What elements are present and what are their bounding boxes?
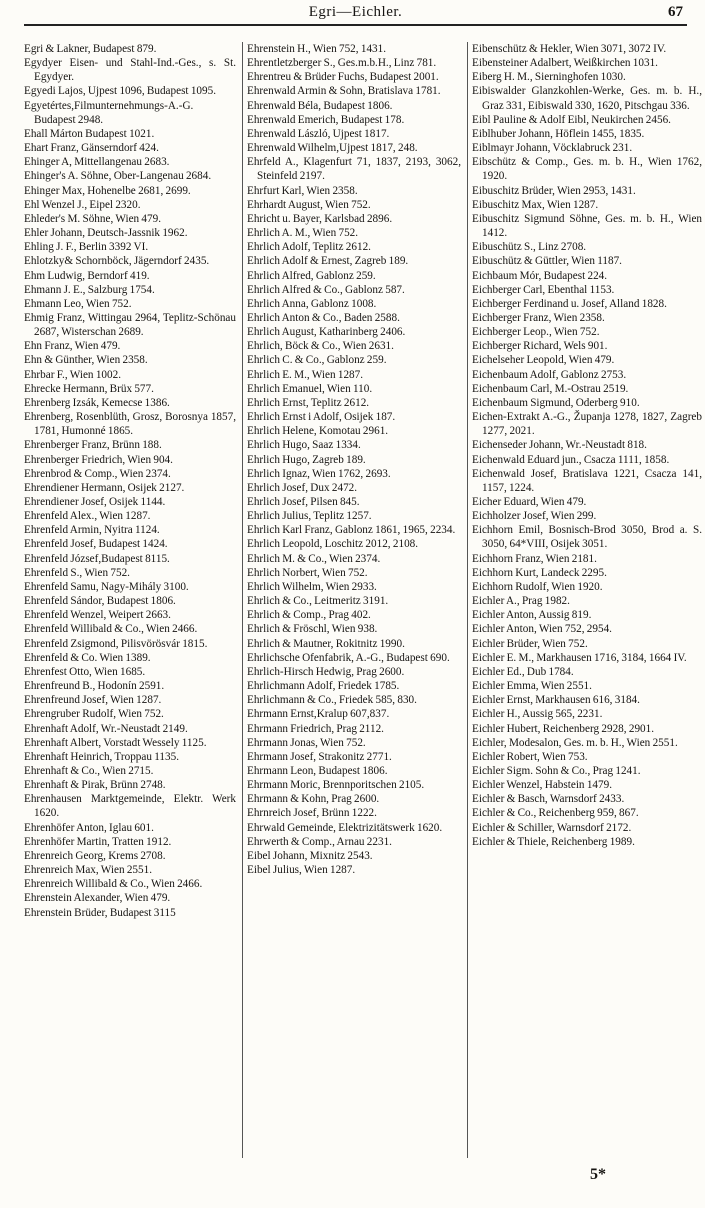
directory-entry: Eibl Pauline & Adolf Eibl, Neukirchen 2456. [472, 113, 671, 126]
directory-entry: Eibel Julius, Wien 1287. [247, 864, 356, 877]
directory-entry: Ehrenstein Brüder, Budapest 3115 [24, 906, 176, 919]
directory-entry: Ehrlich Ernst, Teplitz 2612. [247, 396, 370, 409]
directory-entry: Ehrenhöfer Anton, Iglau 601. [24, 821, 154, 834]
directory-entry: Eichhorn Franz, Wien 2181. [472, 552, 597, 565]
directory-entry: Ehmann Leo, Wien 752. [24, 297, 132, 310]
directory-entry: Ehrlich Hugo, Saaz 1334. [247, 439, 361, 452]
directory-entry: Ehrmann Jonas, Wien 752. [247, 736, 366, 749]
directory-entry: Eichler Ernst, Markhausen 616, 3184. [472, 694, 640, 707]
directory-entry: Ehrlich Anna, Gablonz 1008. [247, 297, 377, 310]
directory-entry: Eibenschütz & Hekler, Wien 3071, 3072 IV. [472, 43, 667, 55]
directory-entry: Ehrenstein Alexander, Wien 479. [24, 892, 171, 905]
directory-entry: Ehmann J. E., Salzburg 1754. [24, 283, 155, 296]
directory-entry: Ehmig Franz, Wittingau 2964, Teplitz-Schönau 2687, Wisterschan 2689. [24, 311, 236, 339]
directory-entry: Ehrlich Anton & Co., Baden 2588. [247, 311, 400, 324]
directory-entry: Ehrenstein H., Wien 752, 1431. [247, 43, 387, 55]
directory-entry: Eichler Wenzel, Habstein 1479. [472, 779, 612, 792]
directory-entry: Ehrwald Gemeinde, Elektrizitätswerk 1620. [247, 821, 443, 834]
directory-entry: Eiblhuber Johann, Höflein 1455, 1835. [472, 127, 645, 140]
directory-entry: Ehrenbrod & Comp., Wien 2374. [24, 467, 171, 480]
directory-entry: Eichberger Carl, Ebenthal 1153. [472, 283, 615, 296]
directory-entry: Eichberger Richard, Wels 901. [472, 340, 608, 353]
directory-entry: Eichen-Extrakt A.-G., Županja 1278, 1827, Zagreb 1277, 2021. [472, 411, 702, 438]
directory-entry: Eibuschitz Sigmund Söhne, Ges. m. b. H., Wien 1412. [472, 212, 702, 240]
directory-entry: Ehrlich Wilhelm, Wien 2933. [247, 580, 377, 593]
directory-entry: Ehrenhöfer Martin, Tratten 1912. [24, 835, 172, 848]
directory-entry: Eichler Brüder, Wien 752. [472, 637, 588, 650]
directory-entry: Ehrmann Josef, Strakonitz 2771. [247, 750, 392, 763]
directory-entry: Eibel Johann, Mixnitz 2543. [247, 849, 373, 862]
directory-entry: Ehart Franz, Gänserndorf 424. [24, 142, 159, 155]
directory-entry: Ehrlich & Fröschl, Wien 938. [247, 623, 378, 636]
directory-entry: Ehrlich, Böck & Co., Wien 2631. [247, 340, 394, 353]
directory-entry: Ehrenwald Armin & Sohn, Bratislava 1781. [247, 85, 441, 98]
directory-entry: Eichenbaum Carl, M.-Ostrau 2519. [472, 382, 629, 395]
directory-entry: Ehrenreich Georg, Krems 2708. [24, 849, 166, 862]
directory-entry: Ehrwerth & Comp., Arnau 2231. [247, 835, 392, 848]
directory-entry: Ehrenfeld S., Wien 752. [24, 566, 130, 579]
directory-entry: Ehrenfeld Wenzel, Weipert 2663. [24, 609, 171, 622]
directory-entry: Eichler Robert, Wien 753. [472, 750, 588, 763]
directory-entry: Eichler Ed., Dub 1784. [472, 665, 574, 678]
directory-entry: Ehrlich Adolf & Ernest, Zagreb 189. [247, 255, 409, 268]
directory-entry: Egydyer Eisen- und Stahl-Ind.-Ges., s. St. Egydyer. [24, 57, 236, 84]
directory-entry: Ehrlich Helene, Komotau 2961. [247, 425, 389, 438]
directory-entry: Eichhorn Rudolf, Wien 1920. [472, 580, 603, 593]
directory-entry: Ehrenfeld Sándor, Budapest 1806. [24, 595, 176, 608]
directory-entry: Ehrecke Hermann, Brüx 577. [24, 382, 154, 395]
directory-entry: Ehrentletzberger S., Ges.m.b.H., Linz 781. [247, 57, 437, 70]
directory-entry: Eibuschitz Max, Wien 1287. [472, 198, 599, 211]
directory-entry: Eichholzer Josef, Wien 299. [472, 510, 597, 523]
directory-entry: Ehrenfeld Alex., Wien 1287. [24, 510, 151, 523]
directory-entry: Ehrenfeld & Co. Wien 1389. [24, 651, 151, 664]
directory-entry: Eichenbaum Adolf, Gablonz 2753. [472, 368, 627, 381]
directory-entry: Ehrlich C. & Co., Gablonz 259. [247, 354, 387, 367]
directory-entry: Eichelseher Leopold, Wien 479. [472, 354, 615, 367]
directory-entry: Ehrenfeld Zsigmond, Pilisvörösvár 1815. [24, 637, 208, 650]
directory-entry: Ehrenfeld József,Budapest 8115. [24, 552, 170, 565]
directory-entry: Ehrenreich Max, Wien 2551. [24, 864, 153, 877]
directory-entry: Ehrenwald Béla, Budapest 1806. [247, 99, 393, 112]
directory-entry: Egyetértes,Filmunternehmungs-A.-G. Budapest 2948. [24, 99, 194, 126]
directory-entry: Eichhorn Emil, Bosnisch-Brod 3050, Brod a. S. 3050, 64*VIII, Osijek 3051. [472, 524, 702, 551]
directory-entry: Eichler A., Prag 1982. [472, 595, 570, 608]
column-2 [247, 42, 461, 1158]
directory-entry: Ehrenhaft & Pirak, Brünn 2748. [24, 779, 166, 792]
directory-entry: Ehrenwald Emerich, Budapest 178. [247, 113, 405, 126]
directory-entry: Ehrmann Moric, Brennporitschen 2105. [247, 779, 425, 792]
directory-entry: Ehrlich Ignaz, Wien 1762, 2693. [247, 467, 391, 480]
directory-entry: Ehrenhausen Marktgemeinde, Elektr. Werk 1620. [24, 793, 236, 820]
directory-entry: Eichler & Basch, Warnsdorf 2433. [472, 793, 625, 806]
directory-entry: Ehrbar F., Wien 1002. [24, 368, 121, 381]
directory-entry: Eichbaum Mór, Budapest 224. [472, 269, 608, 282]
directory-entry: Eichberger Leop., Wien 752. [472, 326, 600, 339]
directory-entry: Eibuschütz & Güttler, Wien 1187. [472, 255, 622, 268]
directory-entry: Eichler Anton, Wien 752, 2954. [472, 623, 612, 636]
directory-entry: Egyedi Lajos, Ujpest 1096, Budapest 1095. [24, 85, 217, 98]
directory-entry: Eichberger Franz, Wien 2358. [472, 311, 605, 324]
header-title: Egri—Eichler. [308, 4, 403, 20]
directory-entry: Ehl Wenzel J., Eipel 2320. [24, 198, 141, 211]
directory-entry: Ehrenfest Otto, Wien 1685. [24, 665, 146, 678]
directory-entry: Eichler E. M., Markhausen 1716, 3184, 1664 IV. [472, 651, 687, 664]
directory-entry: Eichhorn Kurt, Landeck 2295. [472, 566, 607, 579]
directory-entry: Ehrlich-Hirsch Hedwig, Prag 2600. [247, 665, 405, 678]
directory-entry: Ehrendiener Josef, Osijek 1144. [24, 496, 166, 508]
directory-entry: Ehrentreu & Brüder Fuchs, Budapest 2001. [247, 71, 439, 84]
column-1 [24, 42, 236, 1158]
running-header [24, 4, 687, 26]
directory-entry: Eibensteiner Adalbert, Weißkirchen 1031. [472, 57, 658, 70]
directory-entry: Ehrlich Alfred, Gablonz 259. [247, 269, 376, 282]
directory-entry: Ehrenberger Franz, Brünn 188. [24, 439, 162, 452]
directory-entry: Eichberger Ferdinand u. Josef, Alland 1828. [472, 297, 667, 310]
directory-entry: Ehrenfeld Willibald & Co., Wien 2466. [24, 623, 198, 636]
directory-entry: Eichler & Thiele, Reichenberg 1989. [472, 835, 635, 848]
directory-entry: Eibiswalder Glanzkohlen-Werke, Ges. m. b. H., Graz 331, Eibiswald 330, 1620, Pitschgau 336. [472, 85, 702, 112]
directory-entry: Ehrlich Emanuel, Wien 110. [247, 382, 373, 395]
directory-entry: Ehrmann Ernst,Kralup 607,837. [247, 708, 390, 721]
directory-entry: Eichenwald Eduard jun., Csacza 1111, 1858. [472, 453, 670, 466]
directory-entry: Ehrenhaft Albert, Vorstadt Wessely 1125. [24, 736, 207, 749]
directory-entry: Ehrenwald Wilhelm,Ujpest 1817, 248. [247, 142, 418, 155]
directory-entry: Ehrmann Friedrich, Prag 2112. [247, 722, 384, 735]
directory-entry: Eibuschitz Brüder, Wien 2953, 1431. [472, 184, 636, 197]
directory-entry: Ehrendiener Hermann, Osijek 2127. [24, 481, 185, 494]
directory-entry: Ehrenhaft Heinrich, Troppau 1135. [24, 750, 179, 763]
directory-entry: Eichler Sigm. Sohn & Co., Prag 1241. [472, 764, 641, 777]
directory-entry: Ehrlich Julius, Teplitz 1257. [247, 510, 372, 523]
directory-entry: Ehrlichsche Ofenfabrik, A.-G., Budapest 690. [247, 651, 450, 664]
directory-entry: Ehrenfreund Josef, Wien 1287. [24, 694, 162, 707]
directory-entry: Ehrenhaft & Co., Wien 2715. [24, 764, 154, 777]
directory-entry: Ehinger Max, Hohenelbe 2681, 2699. [24, 184, 191, 197]
directory-entry: Ehrenfreund B., Hodonín 2591. [24, 680, 165, 693]
directory-entry: Ehn Franz, Wien 479. [24, 340, 121, 353]
directory-entry: Eichenwald Josef, Bratislava 1221, Csacza 141, 1157, 1224. [472, 467, 702, 494]
directory-entry: Eichler Emma, Wien 2551. [472, 680, 592, 693]
directory-entry: Ehn & Günther, Wien 2358. [24, 354, 148, 367]
directory-entry: Ehrlich Josef, Dux 2472. [247, 481, 358, 494]
directory-entry: Ehrfurt Karl, Wien 2358. [247, 184, 358, 197]
directory-entry: Ehrmann Leon, Budapest 1806. [247, 764, 388, 777]
directory-entry: Ehrlich & Comp., Prag 402. [247, 609, 371, 622]
directory-entry: Ehrlich Karl Franz, Gablonz 1861, 1965, 2234. [247, 524, 456, 537]
directory-entry: Eichler, Modesalon, Ges. m. b. H., Wien 2551. [472, 736, 678, 749]
directory-entry: Ehrlich Adolf, Teplitz 2612. [247, 241, 371, 254]
directory-entry: Ehrengruber Rudolf, Wien 752. [24, 708, 164, 721]
directory-entry: Ehrlich & Co., Leitmeritz 3191. [247, 595, 389, 608]
directory-entry: Eibuschütz S., Linz 2708. [472, 241, 587, 254]
directory-columns [24, 42, 705, 1158]
directory-entry: Ehrlich & Mautner, Rokitnitz 1990. [247, 637, 405, 650]
directory-entry: Eichler & Schiller, Warnsdorf 2172. [472, 821, 632, 834]
directory-entry: Ehrenwald László, Ujpest 1817. [247, 127, 390, 140]
directory-entry: Eichenbaum Sigmund, Oderberg 910. [472, 396, 640, 409]
directory-entry: Ehling J. F., Berlin 3392 VI. [24, 241, 149, 254]
directory-entry: Ehrlichmann & Co., Friedek 585, 830. [247, 694, 417, 707]
directory-entry: Eiblmayr Johann, Vöcklabruck 231. [472, 142, 633, 155]
directory-entry: Ehleder's M. Söhne, Wien 479. [24, 212, 162, 225]
directory-entry: Ehrhardt August, Wien 752. [247, 198, 371, 211]
directory-entry: Eichler Anton, Aussig 819. [472, 609, 592, 622]
directory-entry: Ehrlich Norbert, Wien 752. [247, 566, 368, 579]
directory-entry: Ehrenberg, Rosenblüth, Grosz, Borosnya 1857, 1781, Humonné 1865. [24, 411, 236, 438]
signature-mark: 5* [590, 1166, 606, 1183]
directory-entry: Ehrnreich Josef, Brünn 1222. [247, 807, 377, 820]
column-3 [472, 42, 702, 1158]
directory-entry: Eiberg H. M., Sierninghofen 1030. [472, 71, 626, 84]
directory-entry: Egri & Lakner, Budapest 879. [24, 43, 157, 55]
directory-entry: Ehrlich Alfred & Co., Gablonz 587. [247, 283, 405, 296]
directory-entry: Ehinger's A. Söhne, Ober-Langenau 2684. [24, 170, 212, 183]
directory-entry: Ehricht u. Bayer, Karlsbad 2896. [247, 212, 393, 225]
directory-entry: Ehinger A, Mittellangenau 2683. [24, 156, 170, 169]
directory-entry: Ehrenfeld Samu, Nagy-Mihály 3100. [24, 580, 189, 593]
directory-entry: Eibschütz & Comp., Ges. m. b. H., Wien 1762, 1920. [472, 156, 702, 183]
directory-entry: Ehrlich E. M., Wien 1287. [247, 368, 364, 381]
directory-entry: Ehrlich Hugo, Zagreb 189. [247, 453, 366, 466]
directory-entry: Ehrmann & Kohn, Prag 2600. [247, 793, 380, 806]
directory-entry: Ehrfeld A., Klagenfurt 71, 1837, 2193, 3062, Steinfeld 2197. [247, 156, 461, 183]
directory-entry: Ehler Johann, Deutsch-Jassnik 1962. [24, 227, 188, 240]
directory-entry: Eichler H., Aussig 565, 2231. [472, 708, 603, 721]
directory-entry: Ehrenfeld Josef, Budapest 1424. [24, 538, 168, 551]
directory-entry: Ehrlich M. & Co., Wien 2374. [247, 552, 381, 565]
directory-entry: Ehrenberger Friedrich, Wien 904. [24, 453, 173, 466]
directory-entry: Ehrlich A. M., Wien 752. [247, 227, 359, 240]
directory-entry: Eichler Hubert, Reichenberg 2928, 2901. [472, 722, 655, 735]
directory-entry: Ehrlich Leopold, Loschitz 2012, 2108. [247, 538, 419, 551]
directory-entry: Ehrenfeld Armin, Nyitra 1124. [24, 524, 160, 537]
directory-entry: Ehlotzky& Schornböck, Jägerndorf 2435. [24, 255, 210, 268]
directory-entry: Ehrenberg Izsák, Kemecse 1386. [24, 396, 170, 409]
directory-entry: Ehrlichmann Adolf, Friedek 1785. [247, 680, 400, 693]
directory-entry: Ehm Ludwig, Berndorf 419. [24, 269, 150, 282]
directory-entry: Ehrlich Josef, Pilsen 845. [247, 496, 360, 508]
directory-entry: Ehrlich Ernst i Adolf, Osijek 187. [247, 411, 396, 424]
directory-entry: Eichenseder Johann, Wr.-Neustadt 818. [472, 439, 647, 452]
directory-entry: Ehrenreich Willibald & Co., Wien 2466. [24, 878, 203, 891]
page-number: 67 [668, 4, 683, 20]
directory-entry: Ehrenhaft Adolf, Wr.-Neustadt 2149. [24, 722, 188, 735]
directory-entry: Eichler & Co., Reichenberg 959, 867. [472, 807, 639, 820]
directory-entry: Ehall Márton Budapest 1021. [24, 127, 155, 140]
directory-entry: Ehrlich August, Katharinberg 2406. [247, 326, 406, 339]
directory-entry: Eicher Eduard, Wien 479. [472, 496, 587, 508]
